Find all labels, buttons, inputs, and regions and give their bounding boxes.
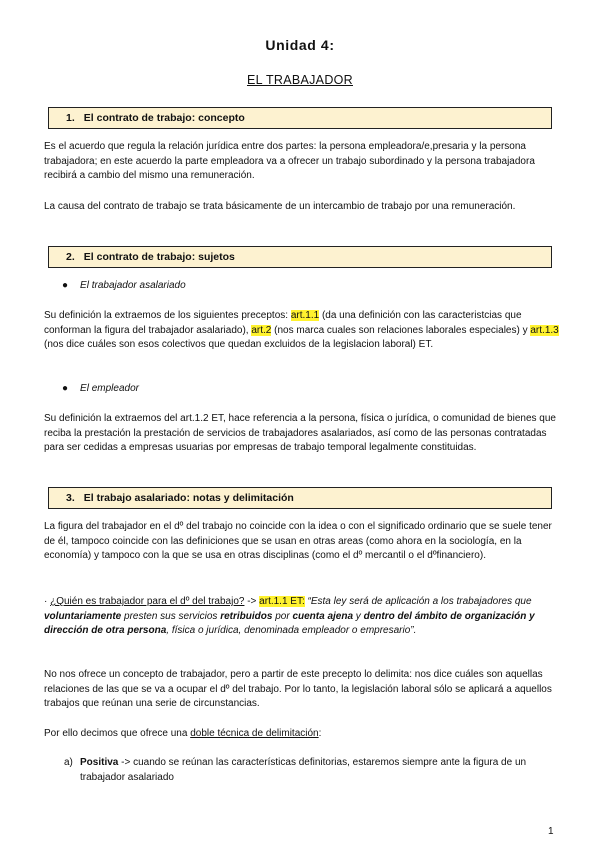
bullet-label: El trabajador asalariado: [80, 280, 186, 291]
section-title: El contrato de trabajo: sujetos: [83, 251, 235, 263]
section-number: 3.: [66, 492, 75, 504]
bullet-label: El empleador: [80, 383, 139, 394]
paragraph: No nos ofrece un concepto de trabajador, pero a partir de este precepto lo delimita: nos dice cuáles son aquellas relaciones de las que se va a ocupar el dº del trabajo. Por lo tanto, la legislación laboral sólo se aplicará a aquellos trabajos que reúnan una serie de circunstancias.: [44, 669, 552, 710]
section-title: El trabajo asalariado: notas y delimitación: [83, 492, 294, 504]
section-heading-1: [48, 107, 552, 129]
paragraph: Su definición la extraemos del art.1.2 ET, hace referencia a la persona, física o jurídica, o comunidad de bienes que reciba la prestación la prestación de servicios de trabajadores asalariados, así como de las personas contratadas para ser cedidas a empresas usuarias por empresas de trabajo temporal legalmente constituidas.: [44, 413, 556, 454]
section-title: El contrato de trabajo: concepto: [83, 112, 245, 124]
paragraph: Por ello decimos que ofrece una doble técnica de delimitación:: [44, 728, 322, 739]
list-label: a): [64, 757, 73, 768]
question-text: ¿Quién es trabajador para el dº del trabajo?: [50, 596, 245, 607]
paragraph: La figura del trabajador en el dº del trabajo no coincide con la idea o con el significado ordinario que se suele tener de él, tampoco coincide con las definiciones que se usan en otras areas (como ahora en la sociología, en la economía) y tampoco con la que se usa en otras disciplinas (como el dº mercantil o el dºfinanciero).: [44, 521, 552, 562]
bullet-dot-icon: ●: [62, 383, 69, 394]
list-text: Positiva -> cuando se reúnan las características definitorias, estaremos siempre ante la figura de un trabajador asalariado: [80, 757, 527, 783]
article-reference: art.1.1 ET:: [259, 596, 305, 607]
section-heading-2: [48, 246, 552, 268]
paragraph: Es el acuerdo que regula la relación jurídica entre dos partes: la persona empleadora/e,presaria y la persona trabajadora; en este acuerdo la parte empleadora va a ofrecer un trabajo subordinado y la persona trabajadora recibirá a cambio del mismo una remuneración.: [44, 141, 535, 182]
unit-subtitle: EL TRABAJADOR: [246, 73, 353, 87]
page-number: 1: [548, 826, 554, 837]
paragraph: Su definición la extraemos de los siguientes preceptos: art.1.1 (da una definición con las caracteristcias que conforman la figura del trabajador asalariado), art.2 (nos marca cuales son relaciones laborales especiales) y art.1.3 (nos dice cuáles son esos colectivos que quedan excluidos de la legislacion laboral) ET.: [44, 310, 559, 351]
section-heading-3: [48, 487, 552, 509]
list-item: [64, 756, 554, 785]
bullet-dot-icon: ●: [62, 280, 69, 291]
section-number: 2.: [66, 251, 75, 263]
article-reference: art.1.1: [290, 310, 320, 321]
unit-title: Unidad 4:: [265, 37, 335, 53]
bullet-item: [62, 280, 186, 291]
article-reference: art.2: [251, 324, 272, 336]
underlined-term: doble técnica de delimitación: [190, 728, 319, 739]
section-number: 1.: [66, 112, 75, 124]
bullet-item: [62, 383, 139, 394]
article-reference: art.1.3: [530, 324, 559, 336]
quote-paragraph: · ¿Quién es trabajador para el dº del trabajo? -> art.1.1 ET: “Esta ley será de aplicación a los trabajadores que voluntariamente presten sus servicios retribuidos por cuenta ajena y dentro del ámbito de organización y dirección de otra persona, física o jurídica, denominada empleador o empresario”.: [44, 596, 535, 637]
paragraph: La causa del contrato de trabajo se trata básicamente de un intercambio de trabajo por una remuneración.: [44, 201, 516, 212]
